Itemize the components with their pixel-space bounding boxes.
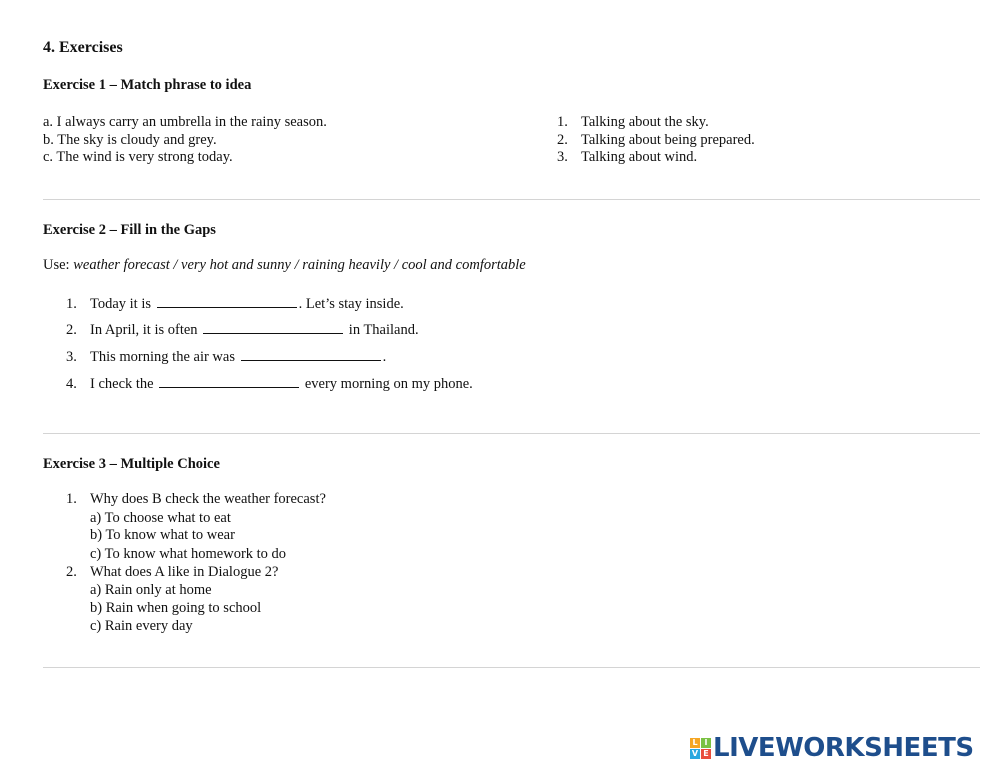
logo-mark-icon	[690, 738, 711, 759]
logo-mark-cell: V	[691, 748, 699, 758]
exercise1-phrase-a: a. I always carry an umbrella in the rainy season.	[43, 114, 327, 130]
q1-option-c[interactable]: c) To know what homework to do	[90, 546, 287, 562]
item-number: 4.	[66, 376, 77, 392]
idea-number: 1.	[557, 114, 568, 130]
gap-item-1	[66, 295, 404, 313]
q2-option-c[interactable]: c) Rain every day	[90, 618, 193, 634]
item-before: This morning the air was	[90, 349, 235, 365]
item-after: . Let’s stay inside.	[298, 296, 404, 312]
item-after: .	[382, 349, 387, 365]
question-number: 2.	[66, 564, 77, 580]
exercise1-title: Exercise 1 – Match phrase to idea	[43, 77, 252, 93]
question-1	[66, 491, 326, 508]
item-before: Today it is	[90, 296, 152, 312]
gap-blank-3[interactable]	[241, 348, 381, 361]
q2-option-b[interactable]: b) Rain when going to school	[90, 600, 262, 616]
item-number: 1.	[66, 296, 77, 312]
divider	[43, 433, 980, 434]
item-after: every morning on my phone.	[304, 376, 473, 392]
idea-number: 2.	[557, 132, 568, 148]
q1-option-b[interactable]: b) To know what to wear	[90, 527, 235, 543]
question-2	[66, 564, 278, 581]
item-number: 3.	[66, 349, 77, 365]
word-bank	[43, 257, 526, 274]
gap-blank-4[interactable]	[159, 375, 299, 388]
word-bank-words: weather forecast / very hot and sunny / raining heavily / cool and comfortable	[73, 257, 526, 273]
idea-text: Talking about the sky.	[581, 114, 709, 130]
item-before: In April, it is often	[90, 322, 198, 338]
gap-item-4	[66, 375, 473, 393]
exercise1-idea-2	[557, 132, 755, 149]
idea-number: 3.	[557, 149, 568, 165]
word-bank-label: Use:	[43, 257, 74, 273]
question-number: 1.	[66, 491, 77, 507]
question-text: What does A like in Dialogue 2?	[90, 564, 279, 580]
divider	[43, 667, 980, 668]
idea-text: Talking about wind.	[581, 149, 698, 165]
question-text: Why does B check the weather forecast?	[90, 491, 326, 507]
liveworksheets-logo	[690, 733, 974, 763]
logo-mark-cell: L	[690, 738, 700, 748]
logo-text: LIVEWORKSHEETS	[713, 733, 974, 763]
divider	[43, 199, 980, 200]
gap-blank-1[interactable]	[157, 295, 297, 308]
exercise3-title: Exercise 3 – Multiple Choice	[43, 456, 220, 472]
exercise1-idea-1	[557, 114, 709, 131]
item-after: in Thailand.	[348, 322, 419, 338]
q2-option-a[interactable]: a) Rain only at home	[90, 582, 212, 598]
exercise1-phrase-b: b. The sky is cloudy and grey.	[43, 132, 217, 148]
section-title: 4. Exercises	[43, 39, 123, 56]
gap-item-3	[66, 348, 386, 366]
q1-option-a[interactable]: a) To choose what to eat	[90, 510, 231, 526]
exercise2-title: Exercise 2 – Fill in the Gaps	[43, 222, 216, 238]
gap-blank-2[interactable]	[203, 321, 343, 334]
item-number: 2.	[66, 322, 77, 338]
logo-mark-cell: I	[701, 738, 711, 748]
exercise1-phrase-c: c. The wind is very strong today.	[43, 149, 233, 165]
exercise1-idea-3	[557, 149, 697, 166]
item-before: I check the	[90, 376, 154, 392]
logo-mark-cell: E	[701, 749, 711, 759]
gap-item-2	[66, 321, 419, 339]
idea-text: Talking about being prepared.	[581, 132, 755, 148]
